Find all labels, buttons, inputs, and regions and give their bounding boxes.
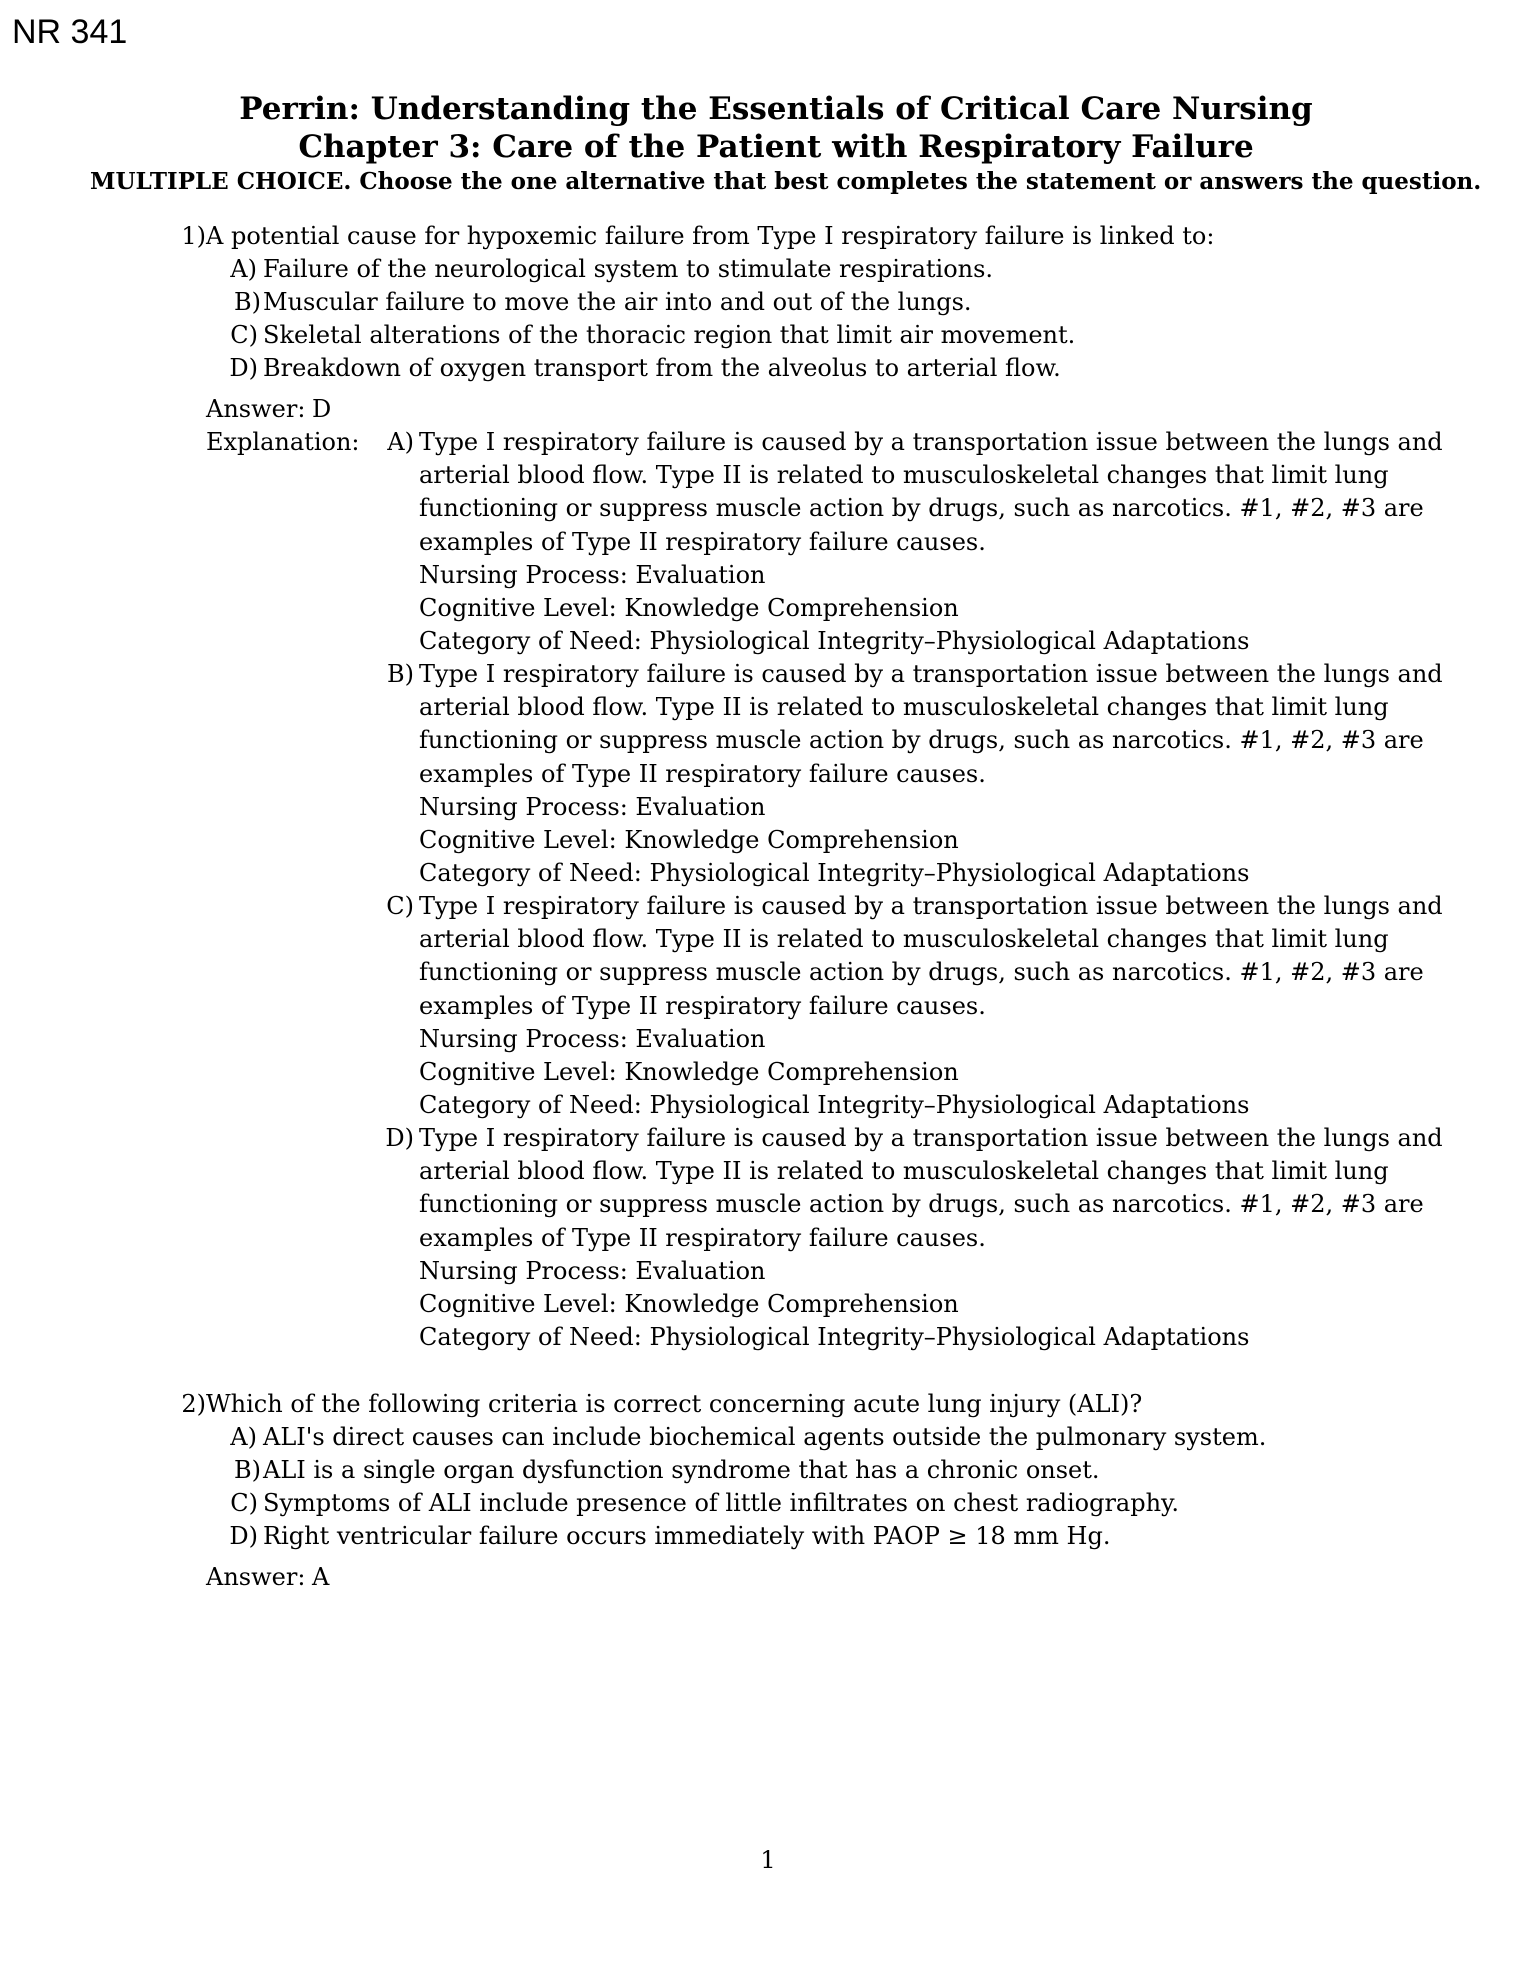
category-of-need: Category of Need: Physiological Integrity–Physiological Adaptations xyxy=(419,1091,1250,1120)
explanation-letter: D) xyxy=(385,1124,414,1152)
question-number: 1) xyxy=(181,222,206,250)
explanation-body xyxy=(419,658,1499,890)
question-number: 2) xyxy=(181,1390,206,1418)
option-text: Skeletal alterations of the thoracic region that limit air movement. xyxy=(263,321,1076,349)
explanation-line: examples of Type II respiratory failure causes. xyxy=(419,759,986,788)
cognitive-level: Cognitive Level: Knowledge Comprehension xyxy=(419,826,959,855)
book-title: Perrin: Understanding the Essentials of Critical Care Nursing xyxy=(239,91,1313,127)
option-text: ALI is a single organ dysfunction syndrome that has a chronic onset. xyxy=(263,1456,1100,1484)
explanation-line: Type I respiratory failure is caused by a transportation issue between the lungs and xyxy=(419,428,1443,456)
option-text: Symptoms of ALI include presence of little infiltrates on chest radiography. xyxy=(263,1489,1180,1517)
explanation-line: examples of Type II respiratory failure causes. xyxy=(419,1223,986,1252)
page-number: 1 xyxy=(760,1846,776,1874)
explanation-line: functioning or suppress muscle action by drugs, such as narcotics. #1, #2, #3 are xyxy=(419,958,1424,987)
explanation-line: examples of Type II respiratory failure causes. xyxy=(419,527,986,556)
explanation-line: arterial blood flow. Type II is related to musculoskeletal changes that limit lung xyxy=(419,925,1389,954)
cognitive-level: Cognitive Level: Knowledge Comprehension xyxy=(419,1290,959,1319)
option-text: ALI's direct causes can include biochemical agents outside the pulmonary system. xyxy=(263,1423,1267,1451)
category-of-need: Category of Need: Physiological Integrity–Physiological Adaptations xyxy=(419,627,1250,656)
explanation-line: Type I respiratory failure is caused by a transportation issue between the lungs and xyxy=(419,1124,1443,1152)
explanation-line: functioning or suppress muscle action by drugs, such as narcotics. #1, #2, #3 are xyxy=(419,1190,1424,1219)
explanation-line: Type I respiratory failure is caused by a transportation issue between the lungs and xyxy=(419,892,1443,920)
option-letter: B) xyxy=(234,288,261,316)
explanation-line: functioning or suppress muscle action by drugs, such as narcotics. #1, #2, #3 are xyxy=(419,726,1424,755)
question-text: A potential cause for hypoxemic failure from Type I respiratory failure is linked to: xyxy=(206,222,1215,250)
explanation-label: Explanation: xyxy=(206,428,360,456)
explanation-line: functioning or suppress muscle action by drugs, such as narcotics. #1, #2, #3 are xyxy=(419,494,1424,523)
explanation-body xyxy=(419,426,1499,658)
question-text: Which of the following criteria is correct concerning acute lung injury (ALI)? xyxy=(206,1390,1143,1418)
nursing-process: Nursing Process: Evaluation xyxy=(419,560,766,589)
chapter-title: Chapter 3: Care of the Patient with Respiratory Failure xyxy=(298,129,1254,165)
option-letter: D) xyxy=(229,1522,258,1550)
option-text: Right ventricular failure occurs immediately with PAOP ≥ 18 mm Hg. xyxy=(263,1522,1111,1550)
option-letter: B) xyxy=(234,1456,261,1484)
answer-label: Answer: xyxy=(206,395,306,423)
option-text: Muscular failure to move the air into and out of the lungs. xyxy=(263,288,972,316)
explanation-line: arterial blood flow. Type II is related to musculoskeletal changes that limit lung xyxy=(419,693,1389,722)
section-instructions: MULTIPLE CHOICE. Choose the one alternative that best completes the statement or answers the question. xyxy=(90,168,1482,195)
answer-value: A xyxy=(312,1563,330,1591)
cognitive-level: Cognitive Level: Knowledge Comprehension xyxy=(419,1058,959,1087)
explanation-letter: B) xyxy=(387,660,414,688)
answer-value: D xyxy=(312,395,332,423)
nursing-process: Nursing Process: Evaluation xyxy=(419,1256,766,1285)
explanation-body xyxy=(419,1122,1499,1354)
category-of-need: Category of Need: Physiological Integrity–Physiological Adaptations xyxy=(419,1323,1250,1352)
explanation-line: arterial blood flow. Type II is related to musculoskeletal changes that limit lung xyxy=(419,461,1389,490)
nursing-process: Nursing Process: Evaluation xyxy=(419,1024,766,1053)
explanation-letter: A) xyxy=(387,428,414,456)
cognitive-level: Cognitive Level: Knowledge Comprehension xyxy=(419,594,959,623)
explanation-line: examples of Type II respiratory failure causes. xyxy=(419,991,986,1020)
explanation-body xyxy=(419,890,1499,1122)
option-letter: D) xyxy=(229,354,258,382)
course-code: NR 341 xyxy=(12,13,128,51)
option-text: Breakdown of oxygen transport from the alveolus to arterial flow. xyxy=(263,354,1061,382)
explanation-letter: C) xyxy=(386,892,414,920)
explanation-line: Type I respiratory failure is caused by a transportation issue between the lungs and xyxy=(419,660,1443,688)
option-text: Failure of the neurological system to stimulate respirations. xyxy=(263,255,994,283)
option-letter: C) xyxy=(230,1489,258,1517)
nursing-process: Nursing Process: Evaluation xyxy=(419,792,766,821)
category-of-need: Category of Need: Physiological Integrity–Physiological Adaptations xyxy=(419,859,1250,888)
option-letter: A) xyxy=(230,1423,257,1451)
explanation-line: arterial blood flow. Type II is related to musculoskeletal changes that limit lung xyxy=(419,1157,1389,1186)
option-letter: A) xyxy=(230,255,257,283)
option-letter: C) xyxy=(230,321,258,349)
answer-label: Answer: xyxy=(206,1563,306,1591)
